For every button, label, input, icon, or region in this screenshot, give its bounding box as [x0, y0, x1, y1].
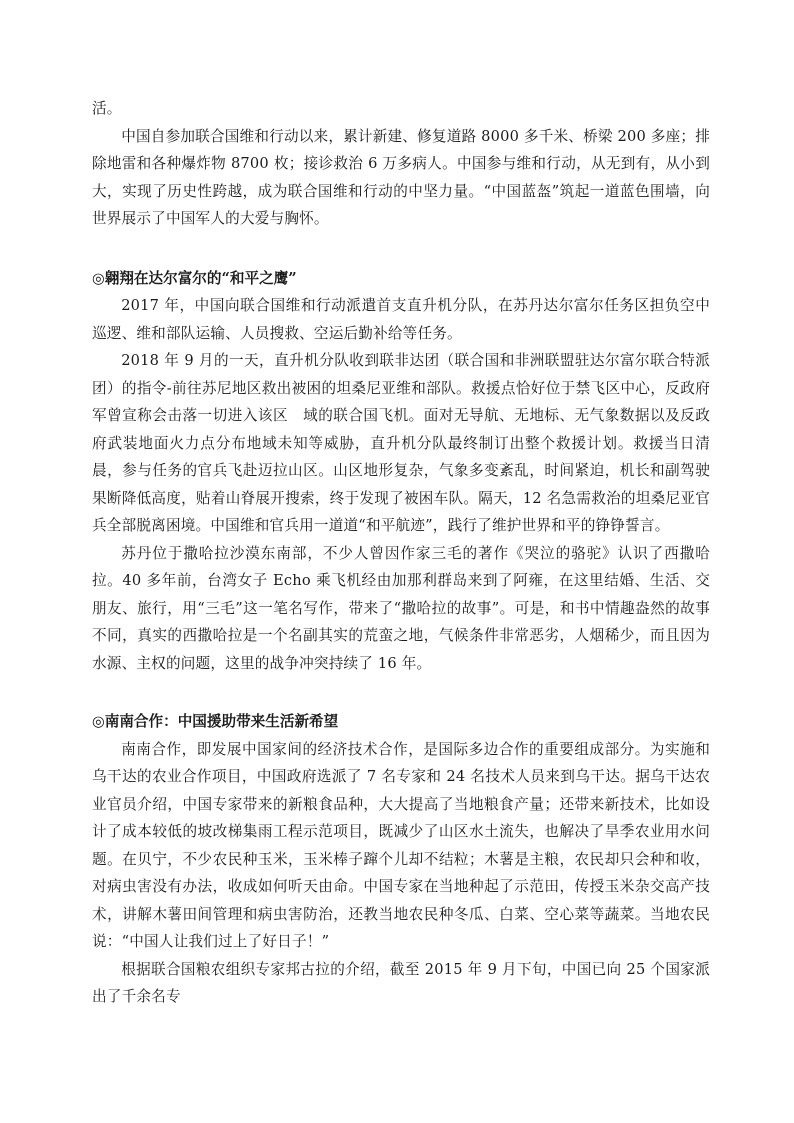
section-heading-south-south: ◎南南合作：中国援助带来生活新希望	[92, 713, 339, 730]
paragraph-south-south-cooperation: 南南合作，即发展中国家间的经济技术合作，是国际多边合作的重要组成部分。为实施和乌干达的农业合作项目，中国政府选派了 7 名专家和 24 名技术人员来到乌干达。据乌干达农业官员介绍，中国专家带来的新粮食品种，大大提高了当地粮食产量；还带来新技术，比如设计了成本较低的坡改梯集雨工程示范项目，既减少了山区水土流失，也解决了旱季农业用水问题。在贝宁，不少农民种玉米，玉米棒子蹿个儿却不结粒；木薯是主粮，农民却只会种和收，对病虫害没有办法，收成如何听天由命。中国专家在当地种起了示范田，传授玉米杂交高产技术，讲解木薯田间管理和病虫害防治，还教当地农民种冬瓜、白菜、空心菜等蔬菜。当地农民说：“中国人让我们过上了好日子！”	[92, 740, 710, 950]
section-heading-darfur: ◎翱翔在达尔富尔的“和平之鹰”	[92, 269, 297, 287]
paragraph-peacekeeping-achievements: 中国自参加联合国维和行动以来，累计新建、修复道路 8000 多千米、桥梁 200 多座；排除地雷和各种爆炸物 8700 枚；接诊救治 6 万多病人。中国参与维和行动，从无到有，从小到大，实现了历史性跨越，成为联合国维和行动的中坚力量。“中国蓝盔”筑起一道蓝色围墙，向世界展示了中国军人的大爱与胸怀。	[92, 127, 710, 227]
paragraph-continuation: 活。	[92, 100, 122, 117]
paragraph-sahara: 苏丹位于撒哈拉沙漠东南部，不少人曾因作家三毛的著作《哭泣的骆驼》认识了西撒哈拉。40 多年前，台湾女子 Echo 乘飞机经由加那利群岛来到了阿雍，在这里结婚、生活、交朋友、旅行，用“三毛”这一笔名写作，带来了“撒哈拉的故事”。可是，和书中情趣盎然的故事不同，真实的西撒哈拉是一个名副其实的荒蛮之地，气候条件非常恶劣，人烟稀少，而且因为水源、主权的问题，这里的战争冲突持续了 16 年。	[92, 544, 710, 672]
paragraph-fao-experts: 根据联合国粮农组织专家邦古拉的介绍，截至 2015 年 9 月下旬，中国已向 25 个国家派出了千余名专	[92, 960, 710, 1005]
paragraph-helicopter-unit: 2017 年，中国向联合国维和行动派遣首支直升机分队，在苏丹达尔富尔任务区担负空中巡逻、维和部队运输、人员搜救、空运后勤补给等任务。	[92, 297, 710, 342]
paragraph-rescue-mission: 2018 年 9 月的一天，直升机分队收到联非达团（联合国和非洲联盟驻达尔富尔联合特派团）的指令-前往苏尼地区救出被困的坦桑尼亚维和部队。救援点恰好位于禁飞区中心，反政府军曾宣称会击落一切进入该区 域的联合国飞机。面对无导航、无地标、无气象数据以及反政府武装地面火力点分布地域未知等威胁，直升机分队最终制订出整个救援计划。救援当日清晨，参与任务的官兵飞赴迈拉山区。山区地形复杂，气象多变紊乱，时间紧迫，机长和副驾驶果断降低高度，贴着山脊展开搜索，终于发现了被困车队。隔天，12 名急需救治的坦桑尼亚官兵全部脱离困境。中国维和官兵用一道道“和平航迹”，践行了维护世界和平的铮铮誓言。	[92, 352, 710, 534]
